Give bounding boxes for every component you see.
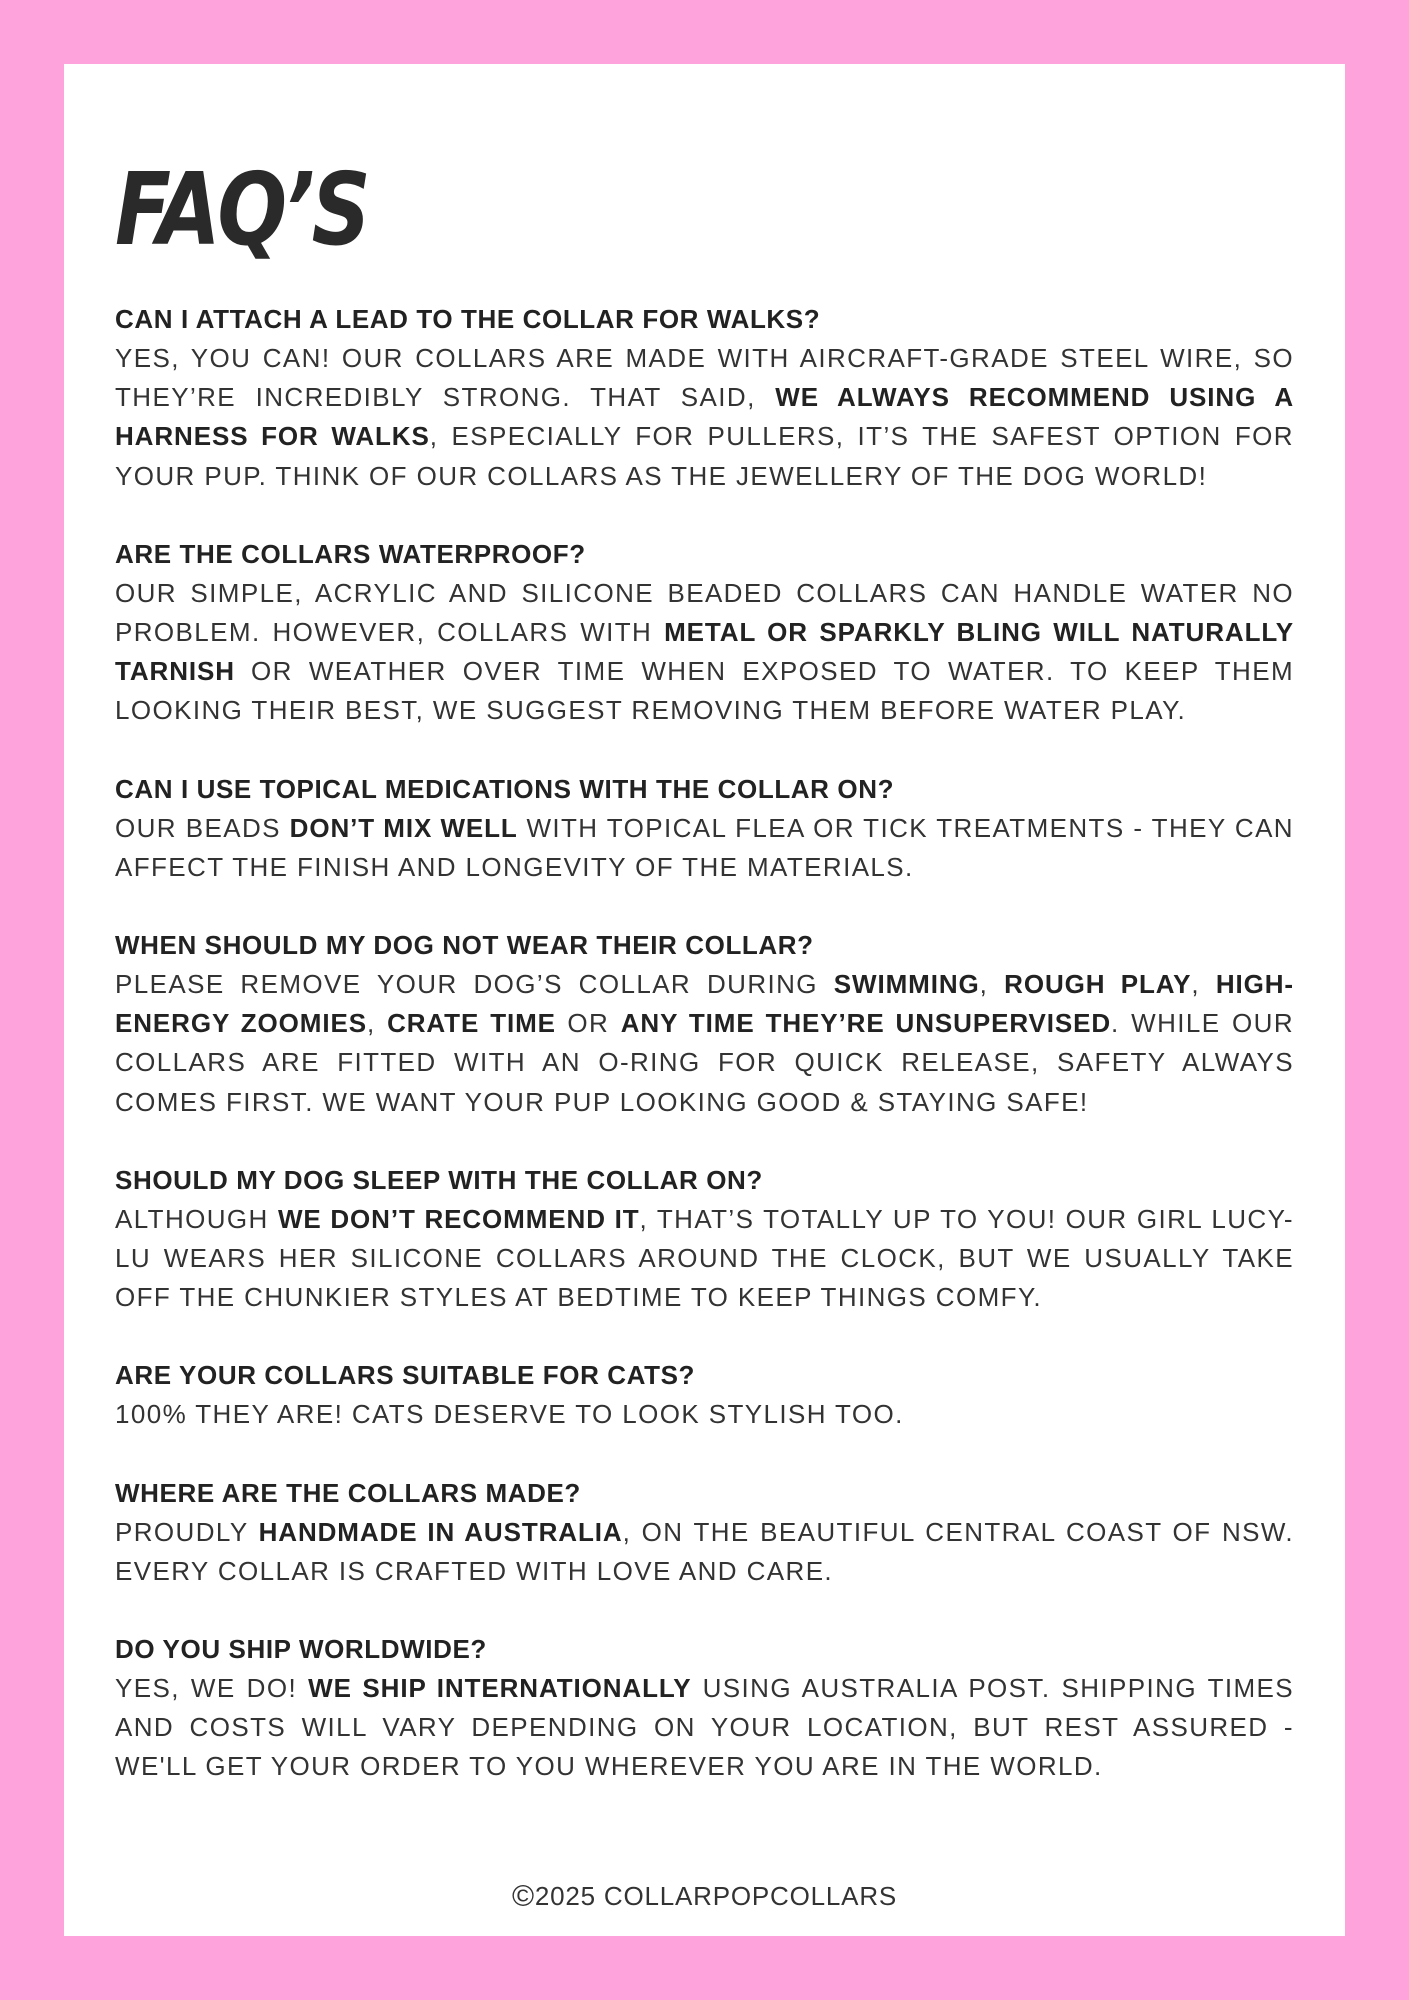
faq-answer-text: OR WEATHER OVER TIME WHEN EXPOSED TO WATER. TO KEEP THEM LOOKING THEIR BEST, WE SUGGEST REMOVING THEM BEFORE WATER PLAY.	[115, 656, 1294, 726]
faq-answer-text: ,	[1191, 969, 1216, 1000]
faq-answer-text: USING AUSTRALIA POST. SHIPPING TIMES AND COSTS WILL VARY DEPENDING ON YOUR LOCATION, BUT REST ASSURED - WE'LL GET YOUR ORDER TO YOU WHEREVER YOU ARE IN THE WORLD.	[115, 1673, 1295, 1782]
faq-item	[115, 1474, 1294, 1591]
faq-answer-text: OUR SIMPLE, ACRYLIC AND SILICONE BEADED COLLARS CAN HANDLE WATER NO PROBLEM. HOWEVER, COLLARS WITH	[115, 577, 1294, 648]
faq-answer	[115, 1669, 1294, 1787]
faq-answer-emphasis: HANDMADE IN AUSTRALIA	[258, 1516, 623, 1547]
faq-question: CAN I USE TOPICAL MEDICATIONS WITH THE COLLAR ON?	[115, 773, 895, 804]
faq-item	[115, 535, 1294, 731]
faq-answer-emphasis: ANY TIME THEY’RE UNSUPERVISED	[620, 1008, 1112, 1039]
faq-answer-emphasis: CRATE TIME	[387, 1008, 556, 1039]
faq-answer	[115, 809, 1294, 887]
faq-answer	[115, 1513, 1294, 1591]
faq-question: WHEN SHOULD MY DOG NOT WEAR THEIR COLLAR?	[115, 930, 814, 961]
faq-item	[115, 300, 1294, 496]
faq-answer-emphasis: METAL OR SPARKLY BLING WILL NATURALLY TARNISH	[115, 617, 1294, 687]
faq-list	[115, 300, 1294, 1826]
faq-answer-emphasis: WE DON’T RECOMMEND IT	[277, 1203, 640, 1234]
faq-answer-text: OUR BEADS	[115, 812, 290, 843]
faq-answer-text: YES, YOU CAN! OUR COLLARS ARE MADE WITH AIRCRAFT-GRADE STEEL WIRE, SO THEY’RE INCREDIBLY STRONG. THAT SAID,	[115, 343, 1294, 413]
faq-question: CAN I ATTACH A LEAD TO THE COLLAR FOR WALKS?	[115, 304, 821, 334]
faq-question: SHOULD MY DOG SLEEP WITH THE COLLAR ON?	[115, 1164, 763, 1195]
faq-answer-text: , ON THE BEAUTIFUL CENTRAL COAST OF NSW. EVERY COLLAR IS CRAFTED WITH LOVE AND CARE.	[115, 1516, 1294, 1586]
faq-answer-emphasis: DON’T MIX WELL	[289, 812, 518, 843]
footer-text: 2025 COLLARPOPCOLLARS	[534, 1881, 898, 1911]
faq-answer-emphasis: WE SHIP INTERNATIONALLY	[308, 1673, 692, 1704]
faq-answer	[115, 1200, 1294, 1318]
faq-item	[115, 1161, 1294, 1318]
faq-answer-text: ,	[979, 969, 1005, 1000]
faq-question: DO YOU SHIP WORLDWIDE?	[115, 1634, 487, 1665]
faq-answer-emphasis: WE ALWAYS RECOMMEND USING A HARNESS FOR WALKS	[115, 382, 1294, 452]
faq-answer-text: PROUDLY	[115, 1516, 259, 1547]
faq-answer-text: YES, WE DO!	[115, 1673, 309, 1704]
copyright-icon: ©	[511, 1880, 535, 1913]
faq-answer-emphasis: SWIMMING	[833, 969, 980, 1000]
faq-answer-text: WITH TOPICAL FLEA OR TICK TREATMENTS - THEY CAN AFFECT THE FINISH AND LONGEVITY OF THE MATERIALS.	[115, 812, 1294, 882]
page-title: FAQ’S	[115, 151, 368, 268]
faq-answer-text: . WHILE OUR COLLARS ARE FITTED WITH AN O-RING FOR QUICK RELEASE, SAFETY ALWAYS COMES FIRST. WE WANT YOUR PUP LOOKING GOOD & STAYING SAFE!	[115, 1008, 1294, 1117]
faq-answer-text: PLEASE REMOVE YOUR DOG’S COLLAR DURING	[115, 969, 834, 1000]
faq-item	[115, 1356, 1294, 1434]
faq-item	[115, 770, 1294, 887]
faq-question: WHERE ARE THE COLLARS MADE?	[115, 1477, 581, 1508]
faq-question: ARE THE COLLARS WATERPROOF?	[115, 538, 586, 569]
faq-answer-text: 100% THEY ARE! CATS DESERVE TO LOOK STYLISH TOO.	[115, 1399, 904, 1430]
faq-item	[115, 1630, 1294, 1787]
faq-answer-text: , THAT’S TOTALLY UP TO YOU! OUR GIRL LUCY-LU WEARS HER SILICONE COLLARS AROUND THE CLOCK, BUT WE USUALLY TAKE OFF THE CHUNKIER STYLES AT BEDTIME TO KEEP THINGS COMFY.	[115, 1203, 1294, 1313]
footer	[0, 1878, 1409, 1915]
faq-question: ARE YOUR COLLARS SUITABLE FOR CATS?	[115, 1360, 695, 1391]
faq-answer-text: ALTHOUGH	[115, 1203, 278, 1234]
faq-answer-emphasis: ROUGH PLAY	[1004, 969, 1192, 1000]
faq-answer-emphasis: HIGH-ENERGY ZOOMIES	[115, 969, 1294, 1039]
faq-answer-text: ,	[366, 1008, 388, 1039]
faq-answer-text: OR	[555, 1008, 621, 1039]
faq-answer	[115, 965, 1294, 1122]
faq-answer-text: , ESPECIALLY FOR PULLERS, IT’S THE SAFEST OPTION FOR YOUR PUP. THINK OF OUR COLLARS AS THE JEWELLERY OF THE DOG WORLD!	[115, 421, 1294, 491]
faq-answer	[115, 1395, 1294, 1434]
faq-answer	[115, 339, 1294, 496]
faq-answer	[115, 574, 1294, 731]
faq-item	[115, 926, 1294, 1122]
